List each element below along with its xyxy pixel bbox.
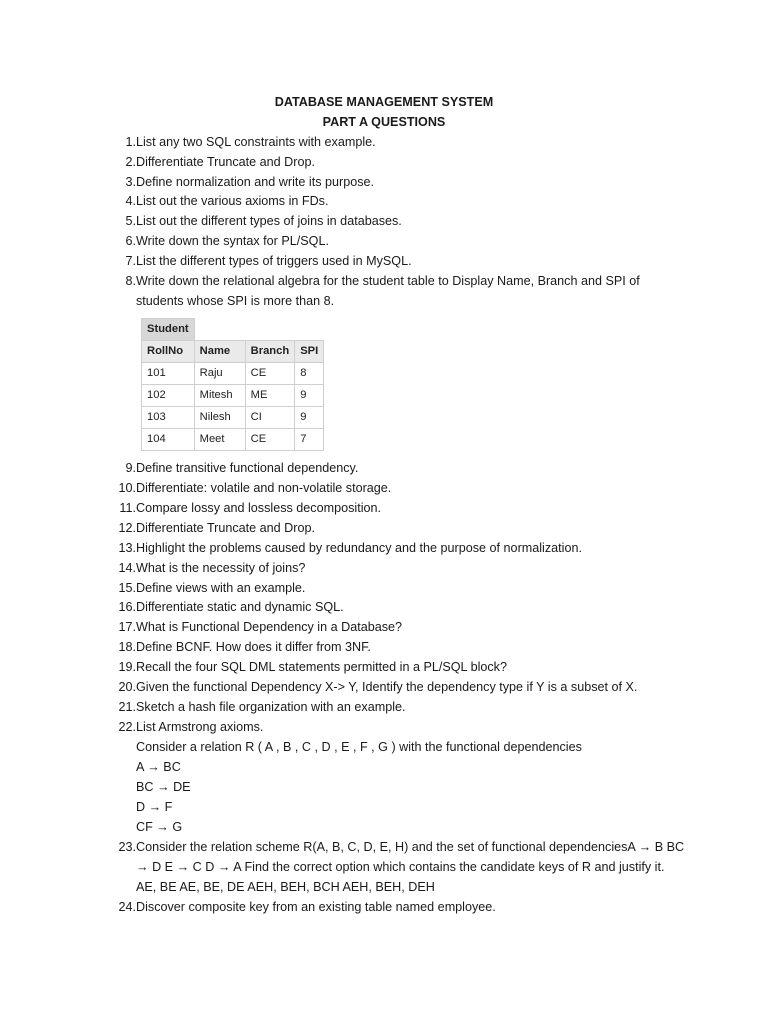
table-cell: Raju bbox=[194, 363, 245, 385]
question-number: 11. bbox=[119, 501, 136, 515]
table-cell: 9 bbox=[295, 407, 324, 429]
question-17 bbox=[108, 617, 708, 637]
question-text: Sketch a hash file organization with an example. bbox=[136, 700, 406, 714]
question-number: 22. bbox=[118, 720, 136, 734]
question-1 bbox=[108, 132, 708, 152]
question-text: List any two SQL constraints with example. bbox=[136, 135, 376, 149]
question-number: 5. bbox=[125, 214, 136, 228]
question-text: What is the necessity of joins? bbox=[136, 561, 306, 575]
q22-line: BC → DE bbox=[136, 780, 191, 794]
question-8 bbox=[108, 271, 708, 291]
question-number: 18. bbox=[118, 640, 136, 654]
q22-line: CF → G bbox=[136, 820, 183, 834]
table-cell: 101 bbox=[142, 363, 195, 385]
document-subtitle: PART A QUESTIONS bbox=[322, 115, 446, 129]
question-number: 19. bbox=[118, 660, 136, 674]
question-text: Discover composite key from an existing table named employee. bbox=[136, 900, 496, 914]
question-number: 10. bbox=[118, 481, 136, 495]
question-text: Write down the relational algebra for the student table to Display Name, Branch and SPI of bbox=[136, 274, 640, 288]
question-number: 7. bbox=[125, 254, 136, 268]
table-cell: Mitesh bbox=[194, 385, 245, 407]
question-number: 14. bbox=[118, 561, 136, 575]
question-10 bbox=[108, 478, 708, 498]
table-cell: CI bbox=[245, 407, 295, 429]
question-text: Recall the four SQL DML statements permitted in a PL/SQL block? bbox=[136, 660, 507, 674]
question-14 bbox=[108, 558, 708, 578]
question-11 bbox=[108, 498, 708, 518]
question-22 bbox=[108, 717, 708, 737]
header-name: Name bbox=[194, 341, 245, 363]
header-spi: SPI bbox=[295, 341, 324, 363]
question-text: Consider the relation scheme R(A, B, C, D, E, H) and the set of functional dependenciesA → B BC bbox=[136, 840, 685, 854]
question-23 bbox=[108, 837, 708, 857]
table-cell: CE bbox=[245, 363, 295, 385]
question-16 bbox=[108, 597, 708, 617]
student-table bbox=[141, 318, 324, 451]
question-text: Write down the syntax for PL/SQL. bbox=[136, 234, 329, 248]
table-cell: 8 bbox=[295, 363, 324, 385]
table-row bbox=[142, 385, 324, 407]
question-text: Differentiate Truncate and Drop. bbox=[136, 155, 315, 169]
question-number: 23. bbox=[118, 840, 136, 854]
question-text: Define BCNF. How does it differ from 3NF. bbox=[136, 640, 371, 654]
q23-line: AE, BE AE, BE, DE AEH, BEH, BCH AEH, BEH, DEH bbox=[136, 880, 435, 894]
question-number: 15. bbox=[118, 581, 136, 595]
question-number: 8. bbox=[125, 274, 136, 288]
table-cell: CE bbox=[245, 429, 295, 451]
table-row bbox=[142, 407, 324, 429]
question-text: Define normalization and write its purpose. bbox=[136, 175, 375, 189]
question-number: 12. bbox=[118, 521, 136, 535]
question-text: List out the different types of joins in databases. bbox=[136, 214, 402, 228]
question-text: List Armstrong axioms. bbox=[136, 720, 264, 734]
table-cell: 9 bbox=[295, 385, 324, 407]
question-text: Highlight the problems caused by redundancy and the purpose of normalization. bbox=[136, 541, 582, 555]
question-number: 24. bbox=[118, 900, 136, 914]
question-text: List the different types of triggers used in MySQL. bbox=[136, 254, 412, 268]
question-19 bbox=[108, 657, 708, 677]
question-number: 21. bbox=[118, 700, 136, 714]
question-5 bbox=[108, 211, 708, 231]
q22-line: D → F bbox=[136, 800, 173, 814]
question-7 bbox=[108, 251, 708, 271]
question-number: 2. bbox=[125, 155, 136, 169]
table-row bbox=[142, 363, 324, 385]
question-24 bbox=[108, 897, 708, 917]
table-cell: Nilesh bbox=[194, 407, 245, 429]
question-text: Define views with an example. bbox=[136, 581, 306, 595]
question-number: 9. bbox=[125, 461, 136, 475]
question-text: Differentiate Truncate and Drop. bbox=[136, 521, 315, 535]
question-12 bbox=[108, 518, 708, 538]
q23-line: → D E → C D → A Find the correct option which contains the candidate keys of R and justify it. bbox=[136, 860, 665, 874]
question-2 bbox=[108, 152, 708, 172]
question-number: 4. bbox=[125, 194, 136, 208]
question-15 bbox=[108, 578, 708, 598]
question-text: Given the functional Dependency X-> Y, Identify the dependency type if Y is a subset of X. bbox=[136, 680, 638, 694]
question-6 bbox=[108, 231, 708, 251]
q22-line: Consider a relation R ( A , B , C , D , E , F , G ) with the functional dependencies bbox=[136, 740, 582, 754]
table-cell: Meet bbox=[194, 429, 245, 451]
question-text: Compare lossy and lossless decomposition. bbox=[136, 501, 381, 515]
header-rollno: RollNo bbox=[142, 341, 195, 363]
question-text: Differentiate static and dynamic SQL. bbox=[136, 600, 344, 614]
table-cell: 103 bbox=[142, 407, 195, 429]
question-number: 17. bbox=[118, 620, 136, 634]
question-number: 13. bbox=[118, 541, 136, 555]
table-caption-row bbox=[142, 319, 324, 341]
question-text: What is Functional Dependency in a Database? bbox=[136, 620, 403, 634]
question-text: List out the various axioms in FDs. bbox=[136, 194, 329, 208]
question-number: 3. bbox=[125, 175, 136, 189]
question-text: Define transitive functional dependency. bbox=[136, 461, 359, 475]
table-cell: 7 bbox=[295, 429, 324, 451]
question-13 bbox=[108, 538, 708, 558]
question-20 bbox=[108, 677, 708, 697]
question-8-continuation: students whose SPI is more than 8. bbox=[136, 294, 335, 308]
table-cell: ME bbox=[245, 385, 295, 407]
document-title: DATABASE MANAGEMENT SYSTEM bbox=[274, 95, 494, 109]
question-9 bbox=[108, 458, 708, 478]
table-cell: 104 bbox=[142, 429, 195, 451]
question-number: 6. bbox=[125, 234, 136, 248]
question-number: 20. bbox=[118, 680, 136, 694]
question-21 bbox=[108, 697, 708, 717]
question-4 bbox=[108, 191, 708, 211]
question-18 bbox=[108, 637, 708, 657]
table-caption: Student bbox=[142, 319, 195, 341]
header-branch: Branch bbox=[245, 341, 295, 363]
question-number: 16. bbox=[118, 600, 136, 614]
question-text: Differentiate: volatile and non-volatile storage. bbox=[136, 481, 392, 495]
question-number: 1. bbox=[125, 135, 136, 149]
question-3 bbox=[108, 172, 708, 192]
table-cell: 102 bbox=[142, 385, 195, 407]
q22-line: A → BC bbox=[136, 760, 181, 774]
table-row bbox=[142, 429, 324, 451]
table-header-row bbox=[142, 341, 324, 363]
